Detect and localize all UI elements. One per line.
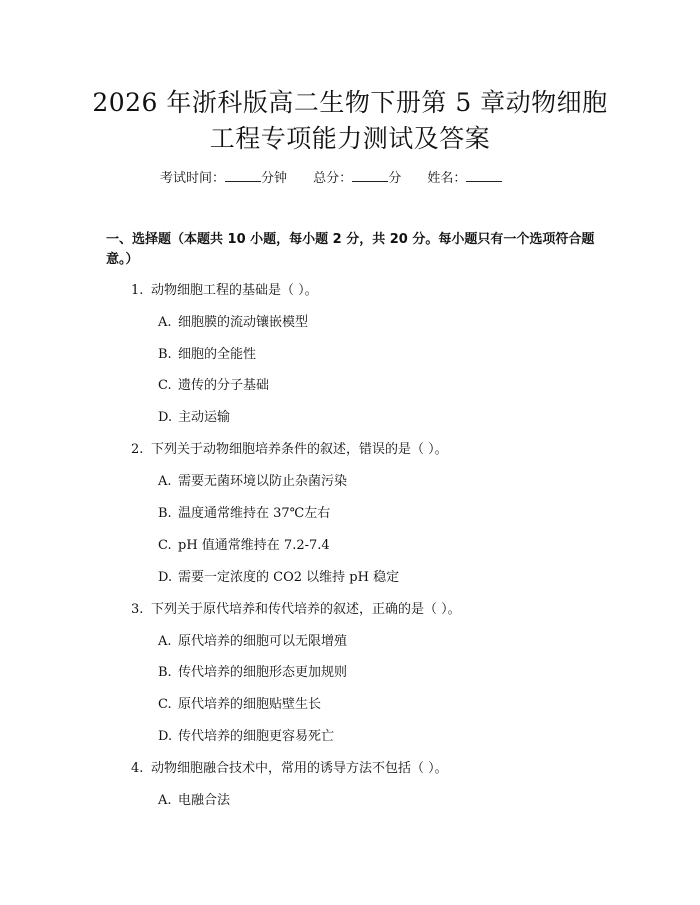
option-text: 主动运输 [178, 410, 231, 425]
option-item [158, 505, 330, 523]
option-letter: A. [158, 474, 172, 489]
total-score-label: 总分： [313, 171, 353, 186]
student-name-label: 姓名： [427, 171, 467, 186]
option-item [158, 377, 269, 395]
exam-time-unit: 分钟 [261, 171, 288, 186]
option-letter: D. [158, 410, 173, 425]
exam-time [160, 169, 287, 188]
option-text: 温度通常维持在 37℃左右 [178, 506, 331, 521]
question-2 [131, 441, 448, 459]
option-text: 需要无菌环境以防止杂菌污染 [178, 474, 348, 489]
option-letter: A. [158, 315, 172, 330]
option-text: 需要一定浓度的 CO2 以维持 pH 稳定 [178, 570, 400, 585]
option-letter: A. [158, 793, 172, 808]
option-letter: C. [158, 697, 172, 712]
option-item [158, 537, 330, 555]
option-text: 原代培养的细胞贴壁生长 [178, 697, 322, 712]
document-title-line-1: 2026 年浙科版高二生物下册第 5 章动物细胞 [92, 88, 608, 117]
option-item [158, 569, 399, 587]
question-number: 3. [131, 602, 144, 617]
option-letter: A. [158, 634, 172, 649]
question-text: 下列关于原代培养和传代培养的叙述，正确的是（ ）。 [151, 602, 461, 617]
option-letter: C. [158, 378, 172, 393]
option-text: 电融合法 [178, 793, 231, 808]
option-item [158, 664, 347, 682]
option-item [158, 346, 256, 364]
option-letter: B. [158, 665, 172, 680]
option-letter: D. [158, 570, 173, 585]
question-number: 4. [131, 761, 144, 776]
exam-time-label: 考试时间： [160, 171, 226, 186]
question-text: 动物细胞融合技术中，常用的诱导方法不包括（ ）。 [151, 761, 448, 776]
option-item [158, 473, 347, 491]
option-item [158, 409, 230, 427]
option-letter: C. [158, 538, 172, 553]
total-score-unit: 分 [388, 171, 402, 186]
question-4 [131, 760, 448, 778]
total-score [313, 169, 401, 188]
document-title-line-2: 工程专项能力测试及答案 [209, 124, 491, 153]
question-3 [131, 601, 461, 619]
option-letter: D. [158, 729, 173, 744]
section-heading-choice: 一、选择题（本题共 10 小题，每小题 2 分，共 20 分。每小题只有一个选项符合题意。） [106, 232, 595, 267]
option-letter: B. [158, 347, 172, 362]
option-item [158, 314, 308, 332]
total-score-blank [352, 169, 388, 182]
option-text: 传代培养的细胞更容易死亡 [178, 729, 335, 744]
option-text: 原代培养的细胞可以无限增殖 [178, 634, 348, 649]
exam-info [160, 169, 560, 188]
question-text: 下列关于动物细胞培养条件的叙述，错误的是（ ）。 [151, 442, 448, 457]
option-text: 传代培养的细胞形态更加规则 [178, 665, 348, 680]
option-item [158, 696, 321, 714]
option-item [158, 633, 347, 651]
option-text: 遗传的分子基础 [178, 378, 270, 393]
option-item [158, 792, 230, 810]
option-text: pH 值通常维持在 7.2-7.4 [178, 538, 330, 553]
student-name [427, 169, 502, 188]
question-number: 2. [131, 442, 144, 457]
question-number: 1. [131, 283, 144, 298]
option-text: 细胞膜的流动镶嵌模型 [178, 315, 309, 330]
option-item [158, 728, 334, 746]
student-name-blank [466, 169, 502, 182]
exam-time-blank [225, 169, 261, 182]
option-text: 细胞的全能性 [178, 347, 257, 362]
question-1 [131, 282, 318, 300]
option-letter: B. [158, 506, 172, 521]
question-text: 动物细胞工程的基础是（ ）。 [151, 283, 318, 298]
